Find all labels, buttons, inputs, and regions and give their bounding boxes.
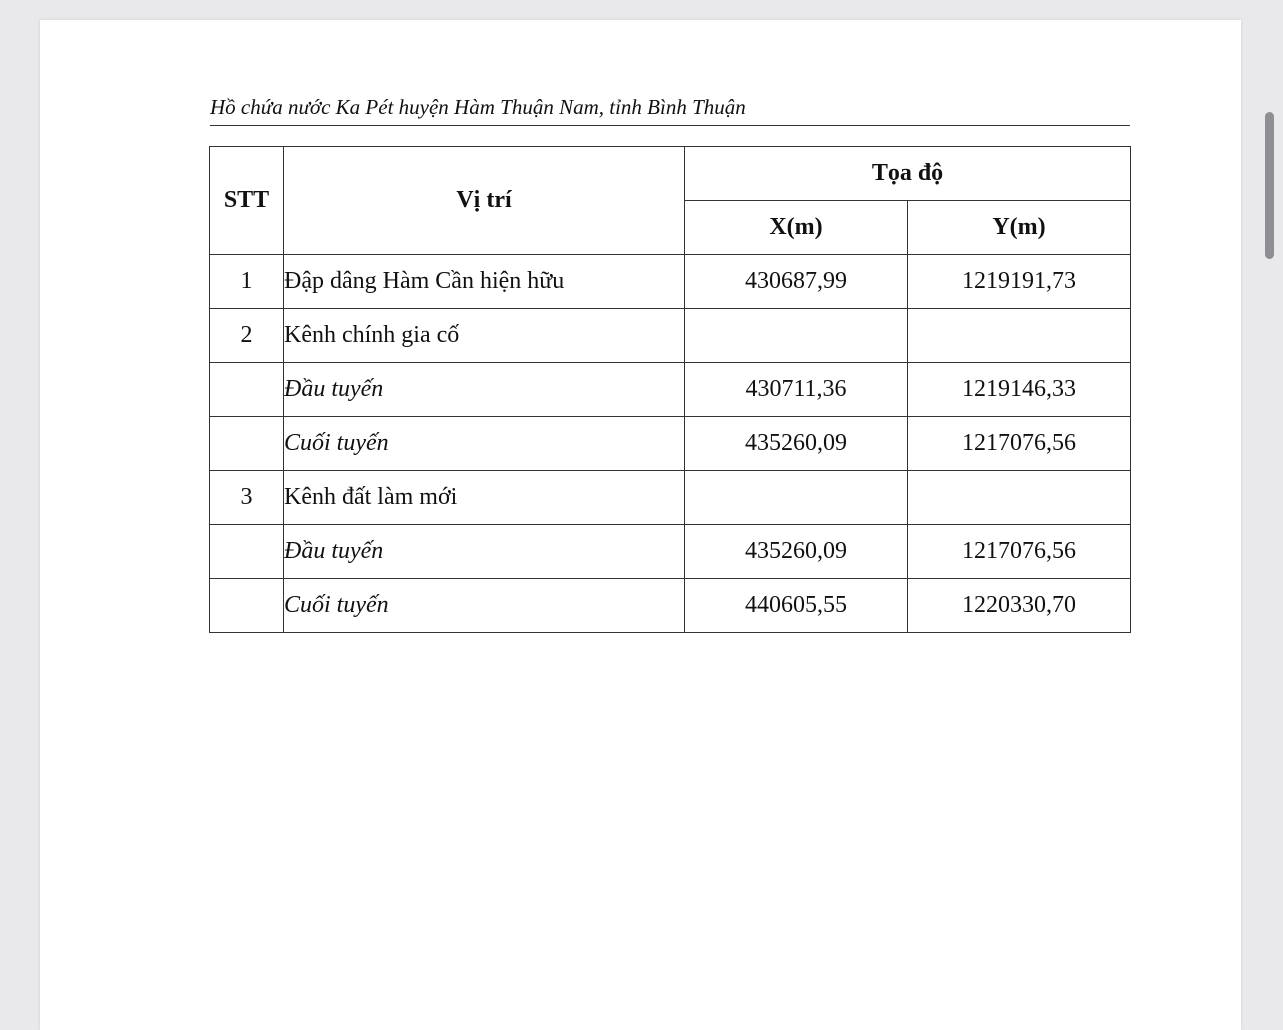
row-stt xyxy=(210,363,284,417)
header-location: Vị trí xyxy=(284,147,685,255)
row-y: 1219191,73 xyxy=(908,255,1131,309)
vertical-scrollbar[interactable] xyxy=(1265,112,1274,259)
row-location: Kênh chính gia cố xyxy=(284,309,685,363)
row-stt: 1 xyxy=(210,255,284,309)
row-x: 430687,99 xyxy=(685,255,908,309)
header-y: Y(m) xyxy=(908,201,1131,255)
row-x: 435260,09 xyxy=(685,417,908,471)
row-x: 435260,09 xyxy=(685,525,908,579)
table-row xyxy=(210,579,1131,633)
row-y: 1220330,70 xyxy=(908,579,1131,633)
row-location: Đầu tuyến xyxy=(284,525,685,579)
row-stt xyxy=(210,525,284,579)
row-y: 1219146,33 xyxy=(908,363,1131,417)
row-stt: 3 xyxy=(210,471,284,525)
row-x: 440605,55 xyxy=(685,579,908,633)
row-location: Đầu tuyến xyxy=(284,363,685,417)
table-header-row xyxy=(210,147,1131,201)
table-row xyxy=(210,471,1131,525)
row-y xyxy=(908,471,1131,525)
table-row xyxy=(210,255,1131,309)
row-y: 1217076,56 xyxy=(908,417,1131,471)
table-row xyxy=(210,525,1131,579)
row-x xyxy=(685,309,908,363)
table-row xyxy=(210,363,1131,417)
row-x: 430711,36 xyxy=(685,363,908,417)
header-coordinates: Tọa độ xyxy=(685,147,1131,201)
header-x: X(m) xyxy=(685,201,908,255)
row-y: 1217076,56 xyxy=(908,525,1131,579)
row-location: Kênh đất làm mới xyxy=(284,471,685,525)
row-y xyxy=(908,309,1131,363)
table-row xyxy=(210,417,1131,471)
row-location: Đập dâng Hàm Cần hiện hữu xyxy=(284,255,685,309)
row-location: Cuối tuyến xyxy=(284,579,685,633)
row-stt: 2 xyxy=(210,309,284,363)
row-x xyxy=(685,471,908,525)
header-stt: STT xyxy=(210,147,284,255)
row-stt xyxy=(210,579,284,633)
row-stt xyxy=(210,417,284,471)
table-row xyxy=(210,309,1131,363)
document-header: Hồ chứa nước Ka Pét huyện Hàm Thuận Nam, tỉnh Bình Thuận xyxy=(210,94,1130,126)
row-location: Cuối tuyến xyxy=(284,417,685,471)
coordinates-table xyxy=(209,146,1131,633)
document-page xyxy=(40,20,1241,1030)
